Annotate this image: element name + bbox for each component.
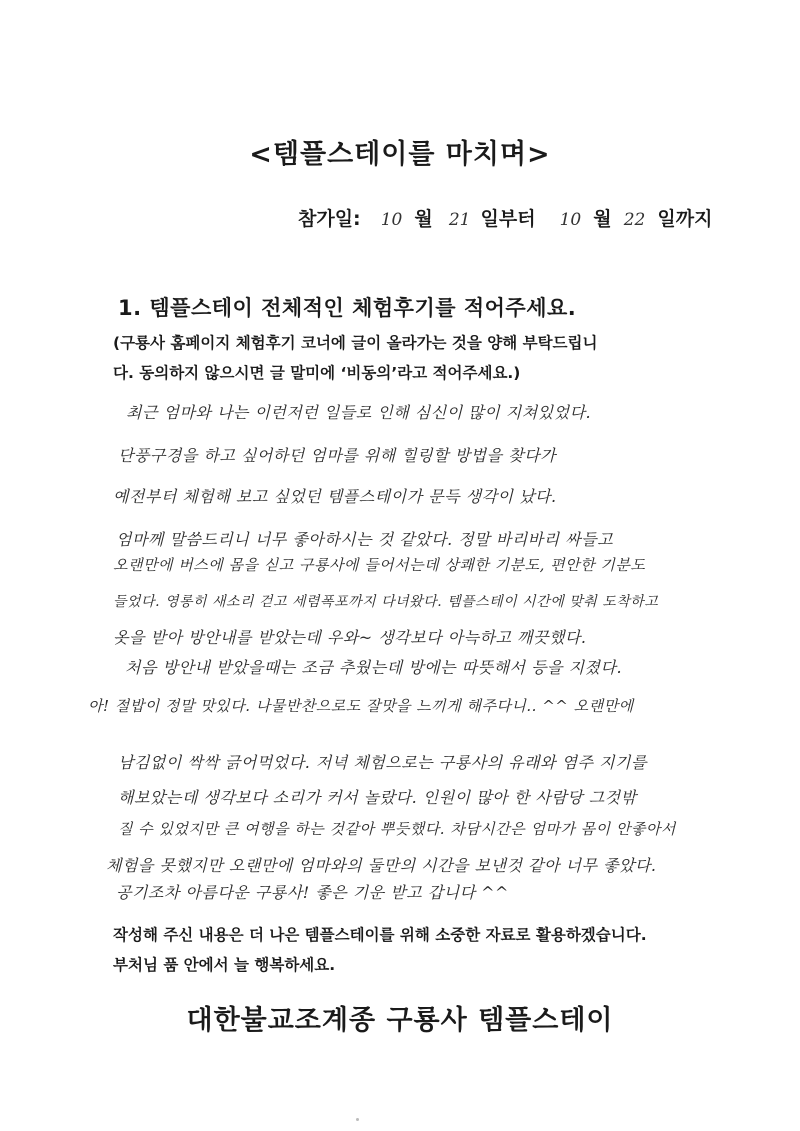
handwritten-line: 질 수 있었지만 큰 여행을 하는 것같아 뿌듯했다. 차담시간은 엄마가 몸이 안좋아서 <box>118 820 676 838</box>
handwritten-line: 남김없이 싹싹 긁어먹었다. 저녁 체험으로는 구룡사의 유래와 염주 지기를 <box>118 753 647 772</box>
handwritten-line: 체험을 못했지만 오랜만에 엄마와의 둘만의 시간을 보낸것 같아 너무 좋았다. <box>106 856 657 875</box>
handwritten-line: 예전부터 체험해 보고 싶었던 템플스테이가 문득 생각이 났다. <box>113 487 557 506</box>
footer-note-line-2: 부처님 품 안에서 늘 행복하세요. <box>113 956 336 974</box>
handwritten-line: 해보았는데 생각보다 소리가 커서 놀랐다. 인원이 많아 한 사람당 그것밖 <box>118 788 637 807</box>
handwritten-line: 최근 엄마와 나는 이런저런 일들로 인해 심신이 많이 지쳐있었다. <box>126 403 592 422</box>
scan-speck <box>356 1118 359 1121</box>
question-note <box>113 328 713 388</box>
handwritten-line: 처음 방안내 받았을때는 조금 추웠는데 방에는 따뜻해서 등을 지졌다. <box>125 658 623 677</box>
end-day: 22 <box>623 210 646 230</box>
dates-label: 참가일: <box>298 208 361 230</box>
footer-note <box>113 920 647 980</box>
handwritten-line: 공기조차 아름다운 구룡사! 좋은 기운 받고 갑니다 ^^ <box>116 883 509 902</box>
handwritten-line: 아! 절밥이 정말 맛있다. 나물반찬으로도 잘맛을 느끼게 해주다니.. ^^ 오랜만에 <box>88 697 634 715</box>
handwritten-line: 단풍구경을 하고 싶어하던 엄마를 위해 힐링할 방법을 찾다가 <box>118 446 557 465</box>
question-note-line-1: (구룡사 홈페이지 체험후기 코너에 글이 올라가는 것을 양해 부탁드립니 <box>113 334 598 352</box>
question-title: 1. 템플스테이 전체적인 체험후기를 적어주세요. <box>118 296 577 320</box>
handwritten-line: 오랜만에 버스에 몸을 싣고 구룡사에 들어서는데 상쾌한 기분도, 편안한 기분도 <box>113 556 646 574</box>
handwritten-line: 옷을 받아 방안내를 받았는데 우와~ 생각보다 아늑하고 깨끗했다. <box>113 628 587 647</box>
handwritten-line: 들었다. 영롱히 새소리 걷고 세렴폭포까지 다녀왔다. 템플스테이 시간에 맞춰 도착하고 <box>113 594 659 610</box>
start-month: 10 <box>380 210 403 230</box>
handwritten-line: 엄마께 말씀드리니 너무 좋아하시는 것 같았다. 정말 바리바리 싸들고 <box>116 530 614 549</box>
start-day: 21 <box>448 210 471 230</box>
footer-note-line-1: 작성해 주신 내용은 더 나은 템플스테이를 위해 소중한 자료로 활용하겠습니다. <box>113 926 647 944</box>
organization-name: 대한불교조계종 구룡사 템플스테이 <box>186 1005 614 1036</box>
from-text: 일부터 <box>480 208 536 230</box>
question-note-line-2: 다. 동의하지 않으시면 글 말미에 ‘비동의’라고 적어주세요.) <box>113 364 521 382</box>
participation-dates <box>298 204 712 231</box>
end-month-unit: 월 <box>593 208 612 230</box>
until-text: 일까지 <box>657 208 713 230</box>
start-month-unit: 월 <box>414 208 433 230</box>
end-month: 10 <box>559 210 582 230</box>
page-title: <템플스테이를 마치며> <box>249 139 551 170</box>
